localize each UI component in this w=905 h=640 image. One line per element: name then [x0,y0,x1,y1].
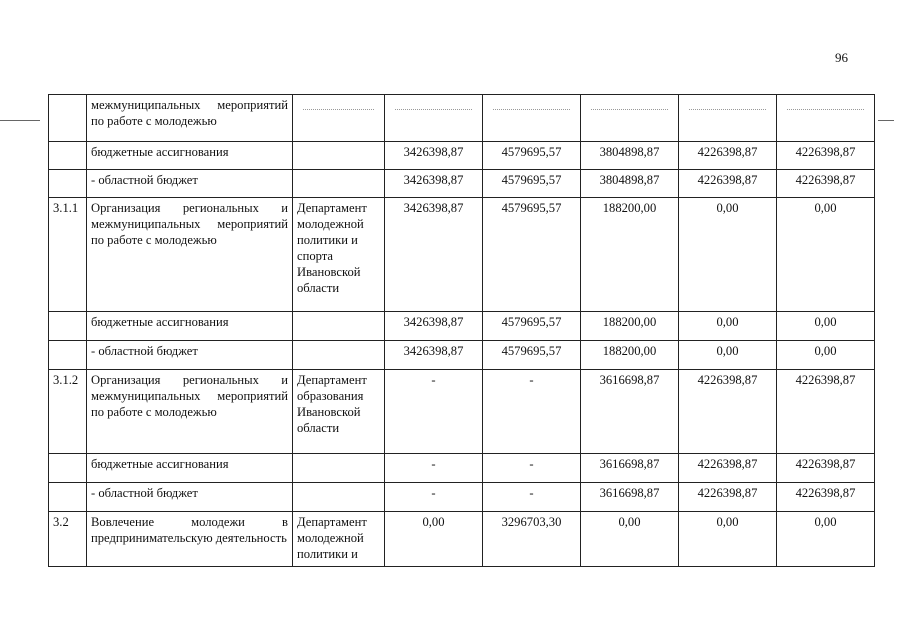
item-row [49,198,875,312]
department-cell [293,483,385,512]
amount: 4579695,57 [483,170,581,198]
budget-row [49,142,875,170]
amount: 4226398,87 [679,483,777,512]
amount: 4579695,57 [483,198,581,312]
budget-label: - областной бюджет [87,170,293,198]
faint-line [591,109,668,111]
page-number: 96 [835,50,848,65]
row-number-cell [49,483,87,512]
faint-line [787,109,864,111]
amount: 0,00 [777,312,875,341]
amount: 3616698,87 [581,483,679,512]
row-number-cell [49,312,87,341]
row-number-cell [49,170,87,198]
amount: 0,00 [679,198,777,312]
amount: 0,00 [679,341,777,370]
faint-cell [483,95,581,142]
department-cell [293,170,385,198]
amount: 0,00 [581,512,679,567]
amount: 3426398,87 [385,198,483,312]
faint-cell [581,95,679,142]
amount: 4226398,87 [777,370,875,454]
budget-row [49,483,875,512]
amount: 4579695,57 [483,312,581,341]
budget-label: - областной бюджет [87,341,293,370]
department-name: Департамент молодежной политики и спорта Ивановской области [293,198,385,312]
department-name: Департамент образования Ивановской области [293,370,385,454]
amount: 0,00 [777,198,875,312]
amount: 4226398,87 [679,454,777,483]
amount: 4226398,87 [777,142,875,170]
amount: - [483,454,581,483]
row-number-cell [49,341,87,370]
faint-line [689,109,766,111]
continuation-row [49,95,875,142]
amount: 3804898,87 [581,142,679,170]
budget-label: бюджетные ассигнования [87,312,293,341]
amount: 188200,00 [581,312,679,341]
item-row [49,512,875,567]
faint-cell [777,95,875,142]
item-name: межмуниципальных мероприятий по работе с молодежью [87,95,293,142]
amount: 3616698,87 [581,370,679,454]
amount: 4579695,57 [483,341,581,370]
item-name: Организация региональных и межмуниципальных мероприятий по работе с молодежью [87,198,293,312]
amount: 0,00 [777,341,875,370]
item-number: 3.1.2 [49,370,87,454]
amount: 3296703,30 [483,512,581,567]
amount: 3804898,87 [581,170,679,198]
row-number-cell [49,142,87,170]
row-number-cell [49,95,87,142]
amount: 0,00 [679,512,777,567]
budget-row [49,454,875,483]
amount: 4579695,57 [483,142,581,170]
budget-table [48,94,875,567]
amount: 4226398,87 [679,370,777,454]
amount: 3426398,87 [385,341,483,370]
amount: - [483,483,581,512]
item-number: 3.1.1 [49,198,87,312]
scan-mark [0,120,40,121]
faint-line [493,109,570,111]
budget-row [49,170,875,198]
amount: 0,00 [679,312,777,341]
amount: 4226398,87 [777,454,875,483]
department-cell [293,312,385,341]
faint-cell [385,95,483,142]
faint-line [395,109,472,111]
amount: - [483,370,581,454]
amount: 3426398,87 [385,142,483,170]
item-name: Вовлечение молодежи в предпринимательскую деятельность [87,512,293,567]
amount: - [385,370,483,454]
faint-cell [679,95,777,142]
amount: 3426398,87 [385,312,483,341]
amount: 3616698,87 [581,454,679,483]
department-name: Департамент молодежной политики и [293,512,385,567]
amount: 4226398,87 [777,170,875,198]
item-number: 3.2 [49,512,87,567]
amount: - [385,483,483,512]
scan-mark [878,120,894,121]
amount: 4226398,87 [679,170,777,198]
department-cell [293,454,385,483]
budget-label: бюджетные ассигнования [87,142,293,170]
faint-line [303,109,374,111]
amount: 4226398,87 [777,483,875,512]
row-number-cell [49,454,87,483]
amount: - [385,454,483,483]
department-cell [293,142,385,170]
item-name: Организация региональных и межмуниципальных мероприятий по работе с молодежью [87,370,293,454]
amount: 3426398,87 [385,170,483,198]
amount: 188200,00 [581,198,679,312]
amount: 0,00 [777,512,875,567]
budget-row [49,341,875,370]
department-cell [293,341,385,370]
budget-label: бюджетные ассигнования [87,454,293,483]
budget-label: - областной бюджет [87,483,293,512]
amount: 0,00 [385,512,483,567]
budget-row [49,312,875,341]
item-row [49,370,875,454]
amount: 4226398,87 [679,142,777,170]
amount: 188200,00 [581,341,679,370]
faint-cell [293,95,385,142]
